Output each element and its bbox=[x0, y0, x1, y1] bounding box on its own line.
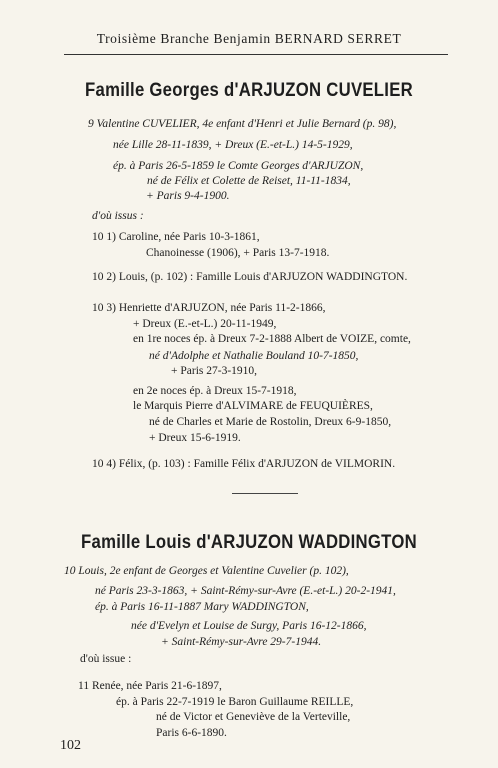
entry-line: né Paris 23-3-1863, + Saint-Rémy-sur-Avre (E.-et-L.) 20-2-1941, bbox=[95, 585, 396, 597]
entry-line: né d'Adolphe et Nathalie Bouland 10-7-1850, bbox=[149, 350, 359, 362]
header-rule bbox=[64, 54, 448, 55]
entry-line: en 2e noces ép. à Dreux 15-7-1918, bbox=[133, 385, 297, 397]
section-separator bbox=[232, 493, 298, 494]
entry-line: 9 Valentine CUVELIER, 4e enfant d'Henri et Julie Bernard (p. 98), bbox=[88, 118, 397, 130]
entry-line: + Saint-Rémy-sur-Avre 29-7-1944. bbox=[161, 636, 322, 648]
running-head: Troisième Branche Benjamin BERNARD SERRET bbox=[96, 31, 402, 46]
entry-line: 10 3) Henriette d'ARJUZON, née Paris 11-2-1866, bbox=[92, 302, 326, 314]
page-number: 102 bbox=[60, 738, 81, 753]
entry-line: + Dreux (E.-et-L.) 20-11-1949, bbox=[133, 318, 277, 330]
entry-line: 11 Renée, née Paris 21-6-1897, bbox=[78, 680, 222, 692]
family-title-georges: Famille Georges d'ARJUZON CUVELIER bbox=[85, 80, 413, 101]
entry-line: née d'Evelyn et Louise de Surgy, Paris 16-12-1866, bbox=[131, 620, 367, 632]
entry-line: ép. à Paris 26-5-1859 le Comte Georges d'ARJUZON, bbox=[113, 160, 364, 172]
entry-line: né de Victor et Geneviève de la Verteville, bbox=[156, 711, 351, 723]
entry-line: d'où issue : bbox=[80, 653, 132, 665]
entry-line: 10 4) Félix, (p. 103) : Famille Félix d'ARJUZON de VILMORIN. bbox=[92, 458, 396, 470]
entry-line: le Marquis Pierre d'ALVIMARE de FEUQUIÈRES, bbox=[133, 400, 373, 412]
entry-line: 10 Louis, 2e enfant de Georges et Valentine Cuvelier (p. 102), bbox=[64, 565, 349, 577]
entry-line: 10 1) Caroline, née Paris 10-3-1861, bbox=[92, 231, 260, 243]
entry-line: d'où issus : bbox=[92, 210, 144, 222]
entry-line: Chanoinesse (1906), + Paris 13-7-1918. bbox=[146, 247, 330, 259]
entry-line: + Paris 9-4-1900. bbox=[146, 190, 230, 202]
entry-line: en 1re noces ép. à Dreux 7-2-1888 Albert de VOIZE, comte, bbox=[133, 333, 411, 345]
family-title-louis: Famille Louis d'ARJUZON WADDINGTON bbox=[81, 532, 417, 553]
entry-line: Paris 6-6-1890. bbox=[156, 727, 227, 739]
entry-line: née Lille 28-11-1839, + Dreux (E.-et-L.) 14-5-1929, bbox=[113, 139, 353, 151]
entry-line: + Dreux 15-6-1919. bbox=[149, 432, 241, 444]
entry-line: né de Charles et Marie de Rostolin, Dreux 6-9-1850, bbox=[149, 416, 392, 428]
entry-line: ép. à Paris 22-7-1919 le Baron Guillaume REILLE, bbox=[116, 696, 354, 708]
entry-line: ép. à Paris 16-11-1887 Mary WADDINGTON, bbox=[95, 601, 309, 613]
entry-line: né de Félix et Colette de Reiset, 11-11-1834, bbox=[147, 175, 351, 187]
entry-line: 10 2) Louis, (p. 102) : Famille Louis d'ARJUZON WADDINGTON. bbox=[92, 271, 408, 283]
entry-line: + Paris 27-3-1910, bbox=[171, 365, 258, 377]
